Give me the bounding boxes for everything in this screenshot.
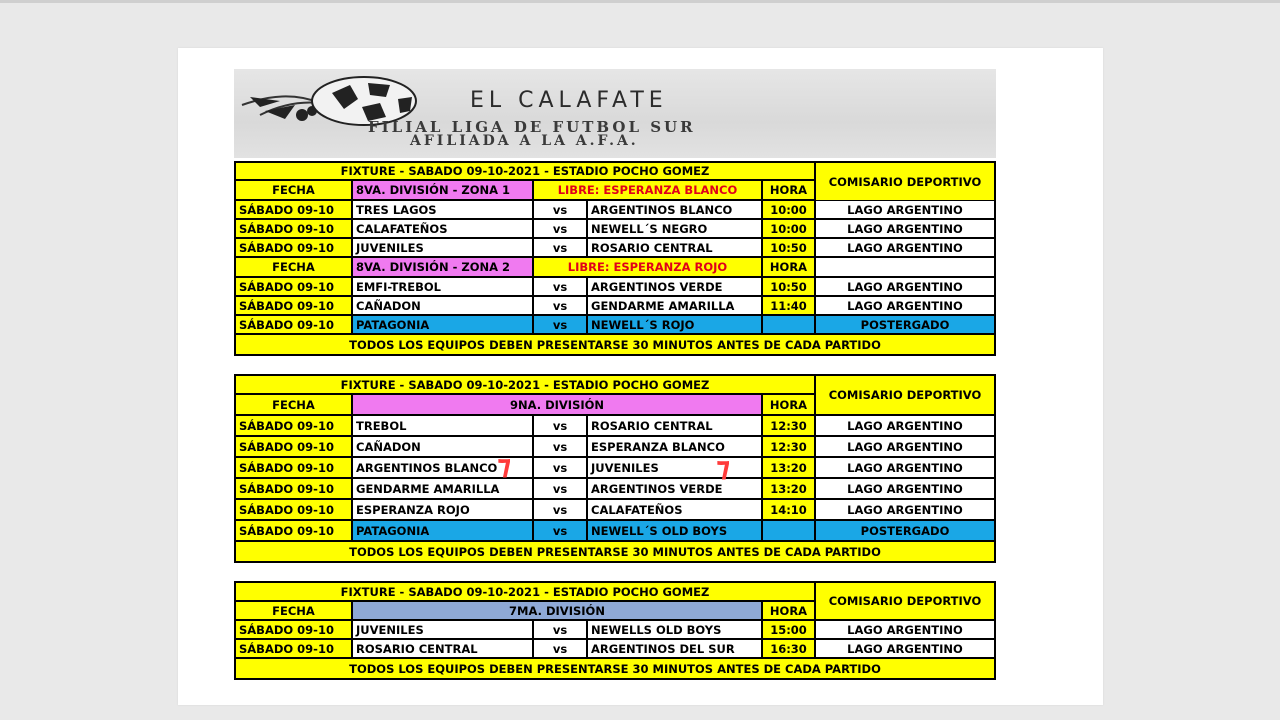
row-home-team: CAÑADON: [353, 437, 532, 456]
row-time: 13:20: [763, 458, 814, 477]
row-date: SÁBADO 09-10: [236, 297, 351, 314]
fixture-table-7ma: [234, 581, 996, 680]
row-date: SÁBADO 09-10: [236, 220, 351, 237]
row-time: [763, 316, 814, 333]
row-away-team: ESPERANZA BLANCO: [588, 437, 761, 456]
hora-header: HORA: [763, 258, 814, 276]
row-home-team: PATAGONIA: [353, 521, 532, 540]
row-official: LAGO ARGENTINO: [816, 500, 994, 519]
fecha-header: FECHA: [236, 395, 351, 414]
row-vs: vs: [534, 640, 586, 657]
club-title: EL CALAFATE: [470, 88, 668, 113]
comisario-header: COMISARIO DEPORTIVO: [816, 163, 994, 200]
fixture-footer-note: TODOS LOS EQUIPOS DEBEN PRESENTARSE 30 MINUTOS ANTES DE CADA PARTIDO: [236, 335, 994, 354]
libre-zona1: LIBRE: ESPERANZA BLANCO: [534, 181, 761, 199]
row-time: 12:30: [763, 416, 814, 435]
hora-header: HORA: [763, 602, 814, 619]
row-official: LAGO ARGENTINO: [816, 621, 994, 638]
row-home-team: CALAFATEÑOS: [353, 220, 532, 237]
fixture-title: FIXTURE - SABADO 09-10-2021 - ESTADIO POCHO GOMEZ: [236, 583, 814, 600]
fixture-table-8va: [234, 161, 996, 356]
row-status-postponed: POSTERGADO: [816, 521, 994, 540]
fixture-title: FIXTURE - SABADO 09-10-2021 - ESTADIO POCHO GOMEZ: [236, 376, 814, 393]
comisario-header: COMISARIO DEPORTIVO: [816, 583, 994, 619]
row-time: 12:30: [763, 437, 814, 456]
fixture-table-9na: [234, 374, 996, 563]
row-away-team: GENDARME AMARILLA: [588, 297, 761, 314]
fixture-footer-note: TODOS LOS EQUIPOS DEBEN PRESENTARSE 30 MINUTOS ANTES DE CADA PARTIDO: [236, 542, 994, 561]
afa-subtitle: AFILIADA A LA A.F.A.: [410, 133, 639, 149]
row-home-team: TREBOL: [353, 416, 532, 435]
row-date: SÁBADO 09-10: [236, 621, 351, 638]
row-time: 16:30: [763, 640, 814, 657]
row-official: LAGO ARGENTINO: [816, 416, 994, 435]
row-time: 10:50: [763, 278, 814, 295]
row-time: 10:50: [763, 239, 814, 256]
top-border: [0, 0, 1280, 3]
row-official: LAGO ARGENTINO: [816, 278, 994, 295]
division-header: 7MA. DIVISIÓN: [353, 602, 761, 619]
fecha-header: FECHA: [236, 602, 351, 619]
row-date: SÁBADO 09-10: [236, 521, 351, 540]
row-vs: vs: [534, 297, 586, 314]
row-time: [763, 521, 814, 540]
fixture-title: FIXTURE - SABADO 09-10-2021 - ESTADIO POCHO GOMEZ: [236, 163, 814, 179]
league-subtitle: FILIAL LIGA DE FUTBOL SUR: [368, 118, 696, 136]
row-status-postponed: POSTERGADO: [816, 316, 994, 333]
row-home-team: EMFI-TREBOL: [353, 278, 532, 295]
row-vs: vs: [534, 458, 586, 477]
row-official: LAGO ARGENTINO: [816, 479, 994, 498]
row-date: SÁBADO 09-10: [236, 239, 351, 256]
row-time: 10:00: [763, 201, 814, 218]
comisario-header: COMISARIO DEPORTIVO: [816, 376, 994, 414]
row-away-team: NEWELLS OLD BOYS: [588, 621, 761, 638]
row-vs: vs: [534, 201, 586, 218]
row-vs: vs: [534, 479, 586, 498]
row-official: LAGO ARGENTINO: [816, 458, 994, 477]
row-vs: vs: [534, 239, 586, 256]
row-date: SÁBADO 09-10: [236, 416, 351, 435]
row-away-team: ARGENTINOS DEL SUR: [588, 640, 761, 657]
row-home-team: ARGENTINOS BLANCO: [353, 458, 532, 477]
empty-cell: [816, 258, 994, 276]
row-vs: vs: [534, 621, 586, 638]
row-vs: vs: [534, 437, 586, 456]
row-home-team: PATAGONIA: [353, 316, 532, 333]
row-time: 13:20: [763, 479, 814, 498]
row-official: LAGO ARGENTINO: [816, 437, 994, 456]
row-time: 15:00: [763, 621, 814, 638]
hora-header: HORA: [763, 395, 814, 414]
handwritten-mark: ⁊: [497, 448, 512, 481]
row-official: LAGO ARGENTINO: [816, 297, 994, 314]
row-away-team: ARGENTINOS VERDE: [588, 479, 761, 498]
row-vs: vs: [534, 220, 586, 237]
row-away-team: NEWELL´S OLD BOYS: [588, 521, 761, 540]
row-home-team: CAÑADON: [353, 297, 532, 314]
row-away-team: CALAFATEÑOS: [588, 500, 761, 519]
row-away-team: ROSARIO CENTRAL: [588, 239, 761, 256]
row-home-team: GENDARME AMARILLA: [353, 479, 532, 498]
row-away-team: NEWELL´S NEGRO: [588, 220, 761, 237]
row-home-team: TRES LAGOS: [353, 201, 532, 218]
fixture-footer-note: TODOS LOS EQUIPOS DEBEN PRESENTARSE 30 MINUTOS ANTES DE CADA PARTIDO: [236, 659, 994, 678]
row-away-team: NEWELL´S ROJO: [588, 316, 761, 333]
row-date: SÁBADO 09-10: [236, 201, 351, 218]
row-time: 11:40: [763, 297, 814, 314]
row-vs: vs: [534, 316, 586, 333]
row-away-team: JUVENILES: [588, 458, 761, 477]
division-header: 9NA. DIVISIÓN: [353, 395, 761, 414]
row-home-team: ESPERANZA ROJO: [353, 500, 532, 519]
row-official: LAGO ARGENTINO: [816, 640, 994, 657]
row-vs: vs: [534, 521, 586, 540]
row-time: 14:10: [763, 500, 814, 519]
handwritten-mark: ⁊: [716, 450, 731, 483]
libre-zona2: LIBRE: ESPERANZA ROJO: [534, 258, 761, 276]
row-vs: vs: [534, 500, 586, 519]
row-date: SÁBADO 09-10: [236, 316, 351, 333]
row-date: SÁBADO 09-10: [236, 458, 351, 477]
row-away-team: ROSARIO CENTRAL: [588, 416, 761, 435]
row-official: LAGO ARGENTINO: [816, 201, 994, 218]
row-date: SÁBADO 09-10: [236, 479, 351, 498]
row-official: LAGO ARGENTINO: [816, 220, 994, 237]
row-home-team: JUVENILES: [353, 239, 532, 256]
row-time: 10:00: [763, 220, 814, 237]
row-date: SÁBADO 09-10: [236, 500, 351, 519]
row-date: SÁBADO 09-10: [236, 278, 351, 295]
hora-header: HORA: [763, 181, 814, 199]
row-vs: vs: [534, 278, 586, 295]
fecha-header: FECHA: [236, 258, 351, 276]
division-zona1: 8VA. DIVISIÓN - ZONA 1: [353, 181, 532, 199]
row-date: SÁBADO 09-10: [236, 640, 351, 657]
row-date: SÁBADO 09-10: [236, 437, 351, 456]
row-home-team: JUVENILES: [353, 621, 532, 638]
row-official: LAGO ARGENTINO: [816, 239, 994, 256]
row-away-team: ARGENTINOS BLANCO: [588, 201, 761, 218]
row-home-team: ROSARIO CENTRAL: [353, 640, 532, 657]
row-vs: vs: [534, 416, 586, 435]
division-zona2: 8VA. DIVISIÓN - ZONA 2: [353, 258, 532, 276]
row-away-team: ARGENTINOS VERDE: [588, 278, 761, 295]
fecha-header: FECHA: [236, 181, 351, 199]
